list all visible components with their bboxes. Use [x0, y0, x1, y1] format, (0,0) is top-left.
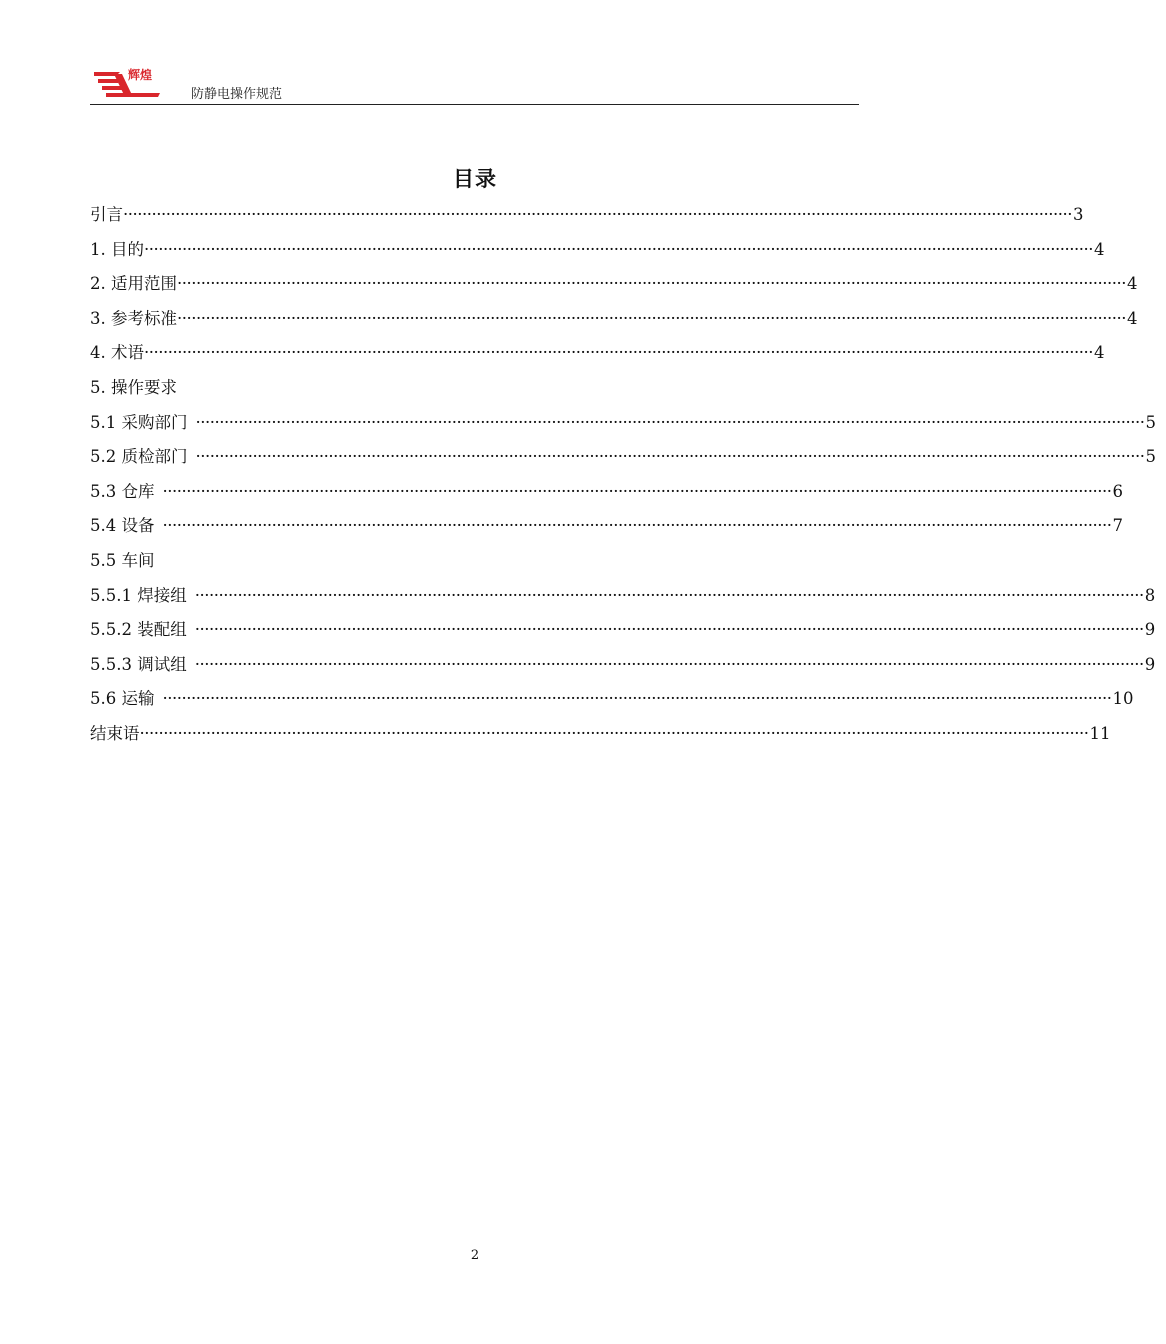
toc-dot-leader: ········································································································································································································ [177, 308, 1126, 328]
toc-entry[interactable] [90, 440, 1156, 475]
toc-entry[interactable] [90, 371, 860, 406]
toc-dot-leader: ········································································································································································································ [194, 585, 1144, 605]
toc-dot-leader: ········································································································································································································ [194, 654, 1144, 674]
toc-entry-label: 4. 术语 [90, 336, 144, 371]
page-number: 2 [470, 1248, 480, 1263]
toc-heading: 目录 [453, 167, 497, 191]
toc-dot-leader: ········································································································································································································ [162, 481, 1112, 501]
toc-entry-label: 5.6 运输 [90, 682, 163, 717]
toc-entry-label: 3. 参考标准 [90, 302, 177, 337]
toc-entry-page: 11 [1089, 723, 1111, 743]
toc-entry-label: 结束语 [90, 717, 140, 752]
toc-entry[interactable] [90, 717, 1111, 752]
toc-entry[interactable] [90, 648, 1156, 683]
toc-entry-page: 5 [1145, 447, 1156, 467]
toc-entry-label: 5.5.3 调试组 [90, 648, 195, 683]
toc-entry-page: 4 [1126, 308, 1138, 328]
toc-dot-leader: ········································································································································································································ [123, 205, 1072, 224]
toc-entry[interactable] [90, 613, 1156, 648]
toc-entry[interactable] [90, 475, 1123, 510]
toc-dot-leader: ········································································································································································································ [194, 620, 1144, 640]
toc-entry[interactable] [90, 336, 1105, 371]
toc-entry-page: 9 [1144, 654, 1156, 674]
toc-entry[interactable] [90, 682, 1134, 717]
toc-entry-label: 2. 适用范围 [90, 267, 177, 302]
toc-entry-page: 8 [1144, 585, 1156, 605]
toc-entry-label: 5.5.2 装配组 [90, 613, 195, 648]
toc-dot-leader: ········································································································································································································ [195, 447, 1145, 467]
toc-dot-leader: ········································································································································································································ [139, 723, 1089, 743]
toc-entry[interactable] [90, 406, 1156, 441]
toc-entry-label: 5. 操作要求 [90, 371, 177, 406]
company-logo [92, 66, 162, 100]
page-header [90, 64, 859, 105]
toc-dot-leader: ········································································································································································································ [162, 689, 1112, 709]
toc-entry-page: 9 [1144, 620, 1156, 640]
toc-entry-label: 1. 目的 [90, 233, 144, 268]
toc-entry-label: 引言 [90, 198, 123, 233]
toc-entry-label: 5.5 车间 [90, 544, 155, 579]
toc-dot-leader: ········································································································································································································ [195, 412, 1145, 432]
toc-dot-leader: ········································································································································································································ [177, 274, 1126, 294]
toc-entry[interactable] [90, 544, 860, 579]
toc-entry-label: 5.4 设备 [90, 509, 163, 544]
toc-entry[interactable] [90, 302, 1138, 337]
toc-entry-label: 5.3 仓库 [90, 475, 163, 510]
toc-entry-page: 4 [1093, 239, 1105, 259]
toc-dot-leader: ········································································································································································································ [144, 239, 1093, 259]
toc-dot-leader: ········································································································································································································ [144, 343, 1093, 363]
toc-entry-label: 5.2 质检部门 [90, 440, 196, 475]
toc-entry[interactable] [90, 267, 1138, 302]
toc-entry[interactable] [90, 198, 1084, 233]
toc-entry-page: 5 [1145, 412, 1156, 432]
toc-entry-page: 4 [1093, 343, 1105, 363]
toc-entry[interactable] [90, 233, 1105, 268]
toc-entry[interactable] [90, 509, 1123, 544]
logo-lettering: 辉煌 [128, 68, 153, 82]
toc-dot-leader: ········································································································································································································ [162, 516, 1112, 536]
toc-entry-page: 4 [1126, 274, 1138, 294]
toc-entry-page: 3 [1072, 205, 1084, 224]
toc-entry-label: 5.5.1 焊接组 [90, 579, 195, 614]
toc-entry-page: 10 [1112, 689, 1134, 709]
toc-entry-label: 5.1 采购部门 [90, 406, 196, 441]
toc-entry-page: 6 [1112, 481, 1123, 501]
toc-entry[interactable] [90, 579, 1156, 614]
table-of-contents [90, 198, 1156, 752]
document-title: 防静电操作规范 [191, 87, 283, 102]
toc-entry-page: 7 [1112, 516, 1123, 536]
